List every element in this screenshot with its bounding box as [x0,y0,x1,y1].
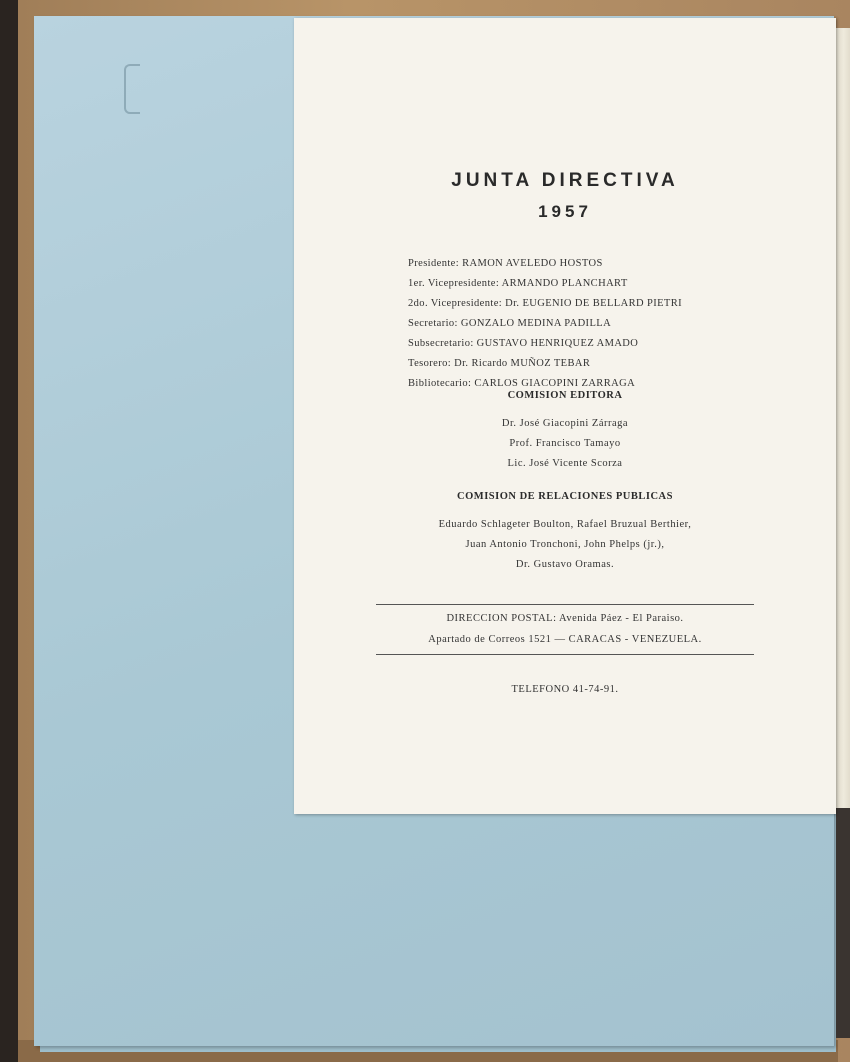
public-relations-member: Eduardo Schlageter Boulton, Rafael Bruzual Berthier, [438,519,692,530]
board-member-first-vp: 1er. Vicepresidente: ARMANDO PLANCHART [408,278,628,289]
divider-top [376,604,754,605]
public-relations-heading: COMISION DE RELACIONES PUBLICAS [457,491,673,502]
divider-bottom [376,654,754,655]
public-relations-member: Juan Antonio Tronchoni, John Phelps (jr.), [465,539,665,550]
document-page [294,18,836,814]
board-member-subsecretary: Subsecretario: GUSTAVO HENRIQUEZ AMADO [408,338,639,349]
pencil-mark [124,64,140,114]
adjacent-page-edge [834,28,850,808]
board-member-president: Presidente: RAMON AVELEDO HOSTOS [408,258,603,269]
board-member-second-vp: 2do. Vicepresidente: Dr. EUGENIO DE BELLARD PIETRI [408,298,683,309]
editorial-committee-list [294,414,836,474]
page-year: 1957 [538,202,592,221]
editorial-member: Prof. Francisco Tamayo [509,438,621,449]
editorial-member: Lic. José Vicente Scorza [507,458,623,469]
board-member-librarian: Bibliotecario: CARLOS GIACOPINI ZARRAGA [408,378,636,389]
editorial-member: Dr. José Giacopini Zárraga [501,418,629,429]
postal-line: DIRECCION POSTAL: Avenida Páez - El Paraiso. [446,613,684,624]
postal-address [294,608,836,650]
telephone: TELEFONO 41-74-91. [511,684,619,695]
public-relations-list [294,515,836,575]
board-member-treasurer: Tesorero: Dr. Ricardo MUÑOZ TEBAR [408,358,591,369]
page-title: JUNTA DIRECTIVA [451,170,679,191]
board-list [408,254,682,394]
public-relations-member: Dr. Gustavo Oramas. [515,559,615,570]
editorial-committee-heading: COMISION EDITORA [507,390,623,401]
board-member-secretary: Secretario: GONZALO MEDINA PADILLA [408,318,612,329]
binder-gap [836,808,850,1038]
postal-line: Apartado de Correos 1521 — CARACAS - VENEZUELA. [428,634,702,645]
